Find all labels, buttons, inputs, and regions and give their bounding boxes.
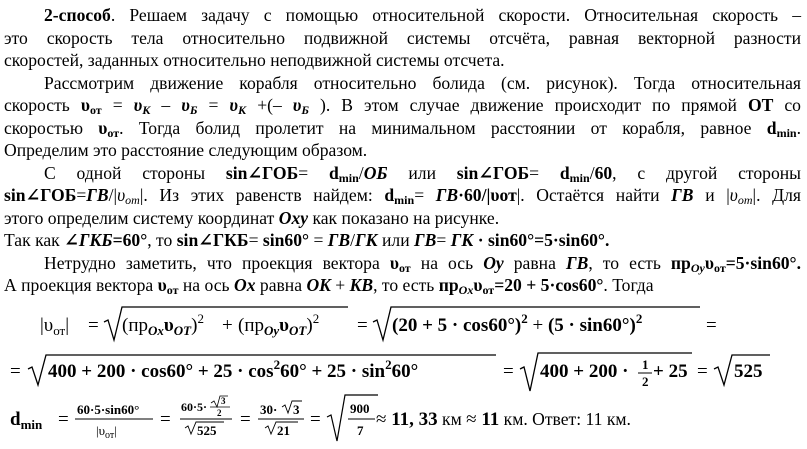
eq3-result-line: ≈ 11, 33 км ≈ 11 км. Ответ: 11 км. <box>376 409 631 430</box>
eq3-f2-num-root: 3 <box>221 396 226 406</box>
eq2-expr1: $400 + 200 \cdot \cos 60^\circ + 25 \cdot \cos^260^\circ + 25 \cdot \sin^260^\circ$ <box>48 357 419 382</box>
eq1-rhs: $(20 + 5 \cdot \cos 60^\circ)^2 + (5 \cdot \sin 60^\circ)^2$ <box>392 311 643 336</box>
eq1-end-equals: = <box>706 315 717 336</box>
text-run: и | <box>693 185 730 205</box>
eq2-result: 525 <box>734 361 763 382</box>
text-run: пр <box>670 253 691 273</box>
text-run: d <box>559 163 570 183</box>
text-run: ОБ <box>363 163 388 183</box>
text-run: ГК <box>450 230 474 250</box>
eq1-plus: + <box>222 315 233 336</box>
text-run: d <box>328 163 339 183</box>
text-run: = <box>436 230 451 250</box>
text-run: К <box>142 103 151 117</box>
text-run: sin∠ГОБ <box>225 163 299 183</box>
text-run: sin60° <box>262 230 310 250</box>
eq2-expr2a: 400 + 200 · <box>540 361 629 382</box>
eq3-f3-num-root: 3 <box>293 402 300 417</box>
text-run: Oy <box>483 253 504 273</box>
text-run: на ось <box>410 253 484 273</box>
text-run: / <box>589 163 595 183</box>
text-run: OK <box>306 275 331 295</box>
text-run: ). В этом случае движение происходит по прямой <box>309 95 748 115</box>
eq3-equals1: = <box>58 409 69 430</box>
text-run: |. Для <box>752 185 801 205</box>
text-run: равна <box>255 275 307 295</box>
p5-line2 <box>0 274 807 296</box>
p1-line2: это скорость тела относительно подвижной системы отсчёта, равная векторной разности <box>4 28 801 48</box>
p4-line1 <box>0 229 807 251</box>
eq3-equals4: = <box>310 409 321 430</box>
text-run: υ <box>98 118 108 138</box>
text-run: = <box>197 95 230 115</box>
text-run: υ <box>729 185 738 205</box>
text-run: υ <box>389 253 399 273</box>
text-run: = <box>298 163 329 183</box>
text-run: от <box>125 193 140 207</box>
text-run: . <box>796 118 801 138</box>
text-run: = <box>529 163 560 183</box>
equation-dmin <box>0 393 807 449</box>
text-run: Б <box>189 103 198 117</box>
eq3-f4-num: 900 <box>350 401 370 416</box>
eq3-equals3: = <box>240 409 251 430</box>
text-run: =60° <box>112 230 148 250</box>
text-run: /| <box>108 185 118 205</box>
eq2-equals2: = <box>503 361 514 382</box>
text-run: = <box>414 185 436 205</box>
text-run: от <box>107 126 120 140</box>
text-run: = <box>248 230 263 250</box>
eq3-dmin: $d_{min}$ <box>10 409 43 432</box>
text-run: d <box>384 185 395 205</box>
text-run: на ось <box>178 275 234 295</box>
p1-line1 <box>0 4 807 26</box>
text-run: со <box>773 95 801 115</box>
text-run: sin∠ГОБ <box>456 163 530 183</box>
text-run: , с другой стороны <box>612 163 801 183</box>
p2-line2 <box>0 94 807 116</box>
p3-line2 <box>0 184 807 206</box>
text-run: + <box>330 275 350 295</box>
text-run: Б <box>301 103 310 117</box>
text-run: К <box>238 103 247 117</box>
text-run: как показано на рисунке. <box>308 208 500 228</box>
eq3-f4-den: 7 <box>357 423 364 438</box>
p2-line4: Определим это расстояние следующим образом. <box>4 140 368 160</box>
text-run: – <box>150 95 182 115</box>
text-run: 60 <box>594 163 613 183</box>
text-run: А проекция вектора <box>4 275 158 295</box>
text-run: С одной стороны <box>44 163 226 183</box>
eq3-f2-num-frac-den: 2 <box>217 408 222 418</box>
text-run: min <box>338 171 359 185</box>
text-run: υ <box>704 253 714 273</box>
text-run: Oy <box>690 261 705 275</box>
text-run: υ <box>117 185 126 205</box>
text-run: ГВ <box>565 253 589 273</box>
eq3-equals2: = <box>160 409 171 430</box>
text-run: ·60/|υ <box>458 185 500 205</box>
text-run: d <box>766 118 777 138</box>
text-run: υ <box>292 95 302 115</box>
text-run: скорость <box>4 95 81 115</box>
text-run: . Тогда болид пролетит на минимальном расстоянии от корабля, равное <box>119 118 767 138</box>
text-run: 2-способ <box>44 5 111 25</box>
text-run: υ <box>133 95 143 115</box>
eq3-f2-den: 525 <box>197 423 217 438</box>
eq3-f3-num: 30· <box>260 402 278 417</box>
eq3-f2-num: 60·5· <box>181 400 208 414</box>
text-run: / <box>350 230 356 250</box>
text-run: Ox <box>233 275 256 295</box>
text-run: ОТ <box>747 95 774 115</box>
text-run: этого определим систему координат <box>4 208 279 228</box>
eq3-f1-num: 60·5·sin60° <box>77 402 140 417</box>
text-run: sin∠ГКБ <box>176 230 249 250</box>
text-run: , то <box>147 230 177 250</box>
text-run: от <box>398 261 411 275</box>
eq2-equals: = <box>10 361 21 382</box>
eq2-frac-num: 1 <box>642 357 649 372</box>
text-run: от <box>482 283 495 297</box>
eq2-expr2b: + 25 <box>653 361 688 382</box>
text-run: . Тогда <box>603 275 654 295</box>
text-run: = <box>309 230 328 250</box>
text-run: ГВ <box>327 230 351 250</box>
eq2-equals3: = <box>697 361 708 382</box>
eq1-lhs: $|\upsilon_{от}|$ <box>40 315 70 338</box>
text-run: от <box>89 103 102 117</box>
text-run: sin∠ГОБ <box>4 185 77 205</box>
text-run: от <box>737 193 753 207</box>
text-run: скоростью <box>4 118 99 138</box>
text-run: =20 + 5·cos60° <box>494 275 604 295</box>
text-run: Ox <box>458 283 474 297</box>
text-run: Так как <box>4 230 65 250</box>
text-run: υ <box>229 95 239 115</box>
text-run: . Решаем задачу с помощью относительной скорости. Относительная скорость – <box>110 5 801 25</box>
text-run: или <box>387 163 457 183</box>
text-run: υ <box>80 95 90 115</box>
text-run: ∠ГКБ <box>64 230 113 250</box>
text-run: υ <box>181 95 190 115</box>
equation-expanded <box>0 349 807 395</box>
text-run: или <box>377 230 415 250</box>
text-run: =5·sin60°. <box>725 253 801 273</box>
text-run: +(– <box>246 95 293 115</box>
eq2-frac-den: 2 <box>642 374 649 389</box>
text-run: min <box>394 193 415 207</box>
text-run: от <box>713 261 726 275</box>
text-run: ГВ <box>86 185 109 205</box>
eq1-equals: = <box>88 315 99 336</box>
text-run: ГВ <box>414 230 437 250</box>
text-run: min <box>776 126 797 140</box>
text-run: , то есть <box>588 253 671 273</box>
p2-line1: Рассмотрим движение корабля относительно болида (см. рисунок). Тогда относительная <box>44 73 801 93</box>
text-run: · sin60°=5·sin60°. <box>473 230 610 250</box>
text-run: равна <box>503 253 566 273</box>
text-run: = <box>101 95 134 115</box>
text-run: = <box>76 185 87 205</box>
eq3-f3-den: 21 <box>277 423 290 438</box>
eq1-term1: $(пр_{Ox}\upsilon_{OT})^2$ <box>122 311 204 338</box>
text-run: ГВ <box>671 185 694 205</box>
text-run: υ <box>473 275 483 295</box>
text-run: пр <box>438 275 459 295</box>
text-run: , то есть <box>373 275 439 295</box>
text-run: min <box>569 171 590 185</box>
p2-line3 <box>0 117 807 139</box>
text-run: |. Остаётся найти <box>516 185 672 205</box>
text-run: от <box>166 283 179 297</box>
text-run: ГВ <box>435 185 459 205</box>
text-run: Oxy <box>278 208 309 228</box>
text-run: Нетрудно заметить, что проекция вектора <box>44 253 390 273</box>
p3-line3 <box>0 207 807 229</box>
text-run: |. Из этих равенств найдем: <box>139 185 385 205</box>
text-run: υ <box>157 275 167 295</box>
text-run: ГК <box>355 230 378 250</box>
eq1-term2: $(пр_{Oy}\upsilon_{OT})^2$ <box>238 311 320 338</box>
equation-velocity-magnitude <box>0 300 807 350</box>
p3-line1 <box>0 162 807 184</box>
text-run: / <box>358 163 364 183</box>
text-run: KB <box>349 275 374 295</box>
text-run: от <box>499 185 517 205</box>
eq1-equals2: = <box>357 315 368 336</box>
p5-line1 <box>0 252 807 274</box>
eq3-f1-den: $|\upsilon_{от}|$ <box>96 423 117 441</box>
p1-line3: скоростей, заданных относительно неподвижной системы отсчета. <box>4 50 505 70</box>
